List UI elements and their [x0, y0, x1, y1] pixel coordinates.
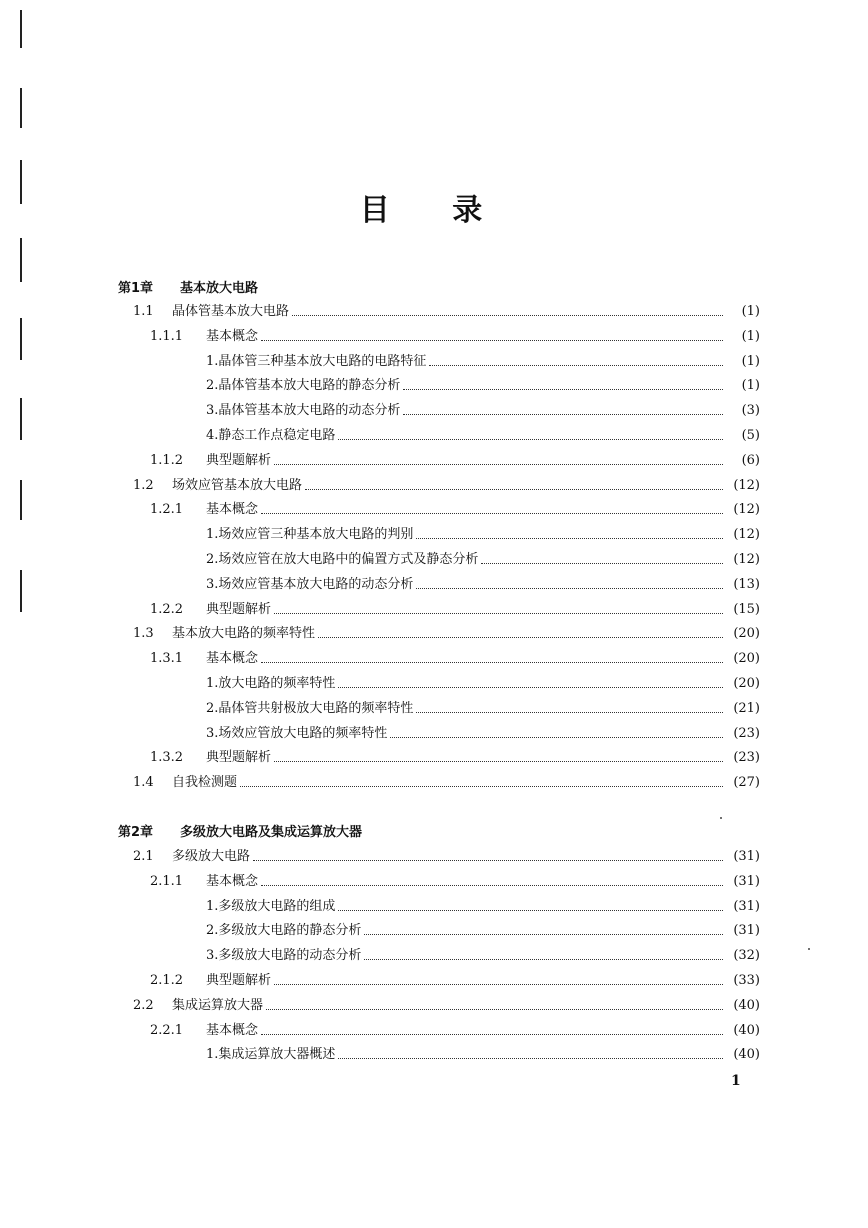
section-title: 3.多级放大电路的动态分析 [206, 948, 362, 964]
dot-leader [274, 613, 723, 614]
page-ref: (12) [733, 552, 760, 567]
dot-leader [416, 538, 723, 539]
toc-entry[interactable] [133, 847, 760, 867]
dot-leader [429, 365, 723, 366]
page-ref: (31) [733, 873, 760, 889]
section-title: 场效应管基本放大电路 [172, 477, 303, 493]
scan-edge-mark [20, 398, 22, 440]
toc-entry[interactable] [133, 773, 760, 793]
section-title: 集成运算放大器 [172, 997, 264, 1013]
section-title: 典型题解析 [206, 750, 272, 766]
section-title: 基本概念 [206, 651, 259, 667]
dot-leader [253, 860, 723, 861]
page-ref: (40) [733, 997, 760, 1013]
toc-entry[interactable] [206, 550, 760, 570]
dot-leader [292, 315, 723, 316]
dot-leader [416, 588, 723, 589]
page-ref: (6) [741, 452, 760, 468]
toc-entry[interactable] [206, 674, 760, 694]
section-title: 2.晶体管基本放大电路的静态分析 [206, 378, 401, 394]
toc-entry[interactable] [150, 649, 760, 669]
toc-entry[interactable] [206, 724, 760, 744]
dot-leader [338, 687, 723, 688]
section-title: 晶体管基本放大电路 [172, 304, 290, 319]
section-number: 1.1.1 [150, 328, 184, 344]
toc-entry[interactable] [206, 1045, 760, 1065]
section-title: 典型题解析 [206, 452, 272, 468]
page-ref: (3) [741, 403, 760, 419]
section-number: 1.2.2 [150, 601, 184, 617]
section-number: 1.4 [133, 775, 154, 791]
dot-leader [266, 1009, 723, 1010]
toc-entry[interactable] [206, 352, 760, 372]
section-title: 1.放大电路的频率特性 [206, 676, 336, 691]
page-ref: (1) [741, 353, 760, 369]
page-number: 1 [731, 1073, 741, 1089]
toc-entry[interactable] [150, 327, 760, 347]
toc-entry[interactable] [206, 699, 760, 719]
scan-edge-mark [20, 318, 22, 360]
toc-entry[interactable] [133, 476, 760, 496]
toc-entry[interactable] [206, 946, 760, 966]
toc-entry[interactable] [150, 600, 760, 620]
dot-leader [261, 1034, 723, 1035]
section-title: 基本概念 [206, 502, 259, 518]
page-ref: (27) [733, 775, 760, 791]
page-ref: (5) [741, 428, 760, 443]
toc-entry[interactable] [150, 748, 760, 768]
chapter-heading [118, 823, 760, 843]
chapter-title: 基本放大电路 [180, 281, 259, 296]
section-title: 基本概念 [206, 328, 259, 344]
page-ref: (15) [733, 601, 760, 617]
toc-entry[interactable] [206, 921, 760, 941]
page-ref: (13) [733, 576, 760, 592]
section-title: 2.多级放大电路的静态分析 [206, 923, 362, 939]
section-title: 3.场效应管基本放大电路的动态分析 [206, 576, 414, 592]
page-ref: (12) [733, 502, 760, 518]
dot-leader [261, 513, 723, 514]
section-number: 1.1 [133, 304, 154, 319]
page-ref: (12) [733, 477, 760, 493]
section-number: 1.3.2 [150, 750, 184, 766]
section-title: 2.晶体管共射极放大电路的频率特性 [206, 700, 414, 716]
section-number: 2.2 [133, 997, 154, 1013]
dot-leader [403, 389, 723, 390]
section-number: 2.1.1 [150, 873, 184, 889]
page-title: 目 录 [359, 193, 509, 228]
page-ref: (23) [733, 750, 760, 766]
section-number: 2.1.2 [150, 973, 184, 988]
dot-leader [338, 1058, 723, 1059]
section-title: 基本概念 [206, 873, 259, 889]
dot-leader [318, 637, 723, 638]
dot-leader [274, 761, 723, 762]
dot-leader [240, 786, 723, 787]
section-title: 1.集成运算放大器概述 [206, 1047, 336, 1063]
toc-entry[interactable] [150, 1021, 760, 1041]
page-ref: (33) [733, 973, 760, 988]
section-title: 3.场效应管放大电路的频率特性 [206, 725, 388, 741]
toc-entry[interactable] [133, 996, 760, 1016]
section-number: 1.3.1 [150, 651, 184, 667]
toc-entry[interactable] [206, 525, 760, 545]
dot-leader [305, 489, 723, 490]
dot-leader [338, 910, 723, 911]
page-ref: (12) [733, 527, 760, 543]
section-title: 基本放大电路的频率特性 [172, 626, 316, 642]
dot-leader [261, 885, 723, 886]
section-title: 4.静态工作点稳定电路 [206, 428, 336, 443]
section-number: 1.1.2 [150, 452, 184, 468]
dot-leader [481, 563, 723, 564]
section-number: 1.2.1 [150, 502, 184, 518]
page-ref: (31) [733, 849, 760, 864]
dot-leader [261, 662, 723, 663]
toc-entry[interactable] [206, 897, 760, 917]
page-ref: (20) [733, 651, 760, 667]
scan-edge-mark [20, 238, 22, 282]
toc-entry[interactable] [206, 376, 760, 396]
dot-leader [416, 712, 723, 713]
section-title: 基本概念 [206, 1022, 259, 1038]
dot-leader [364, 959, 723, 960]
page-ref: (20) [733, 676, 760, 691]
dot-leader [274, 984, 723, 985]
scan-edge-mark [20, 10, 22, 48]
dot-leader [390, 737, 723, 738]
chapter-heading [118, 279, 760, 299]
page-ref: (1) [741, 328, 760, 344]
page-ref: (23) [733, 725, 760, 741]
dot-leader [261, 340, 723, 341]
section-title: 1.多级放大电路的组成 [206, 898, 336, 914]
scan-edge-mark [20, 570, 22, 612]
section-number: 1.2 [133, 477, 154, 493]
scan-speck [808, 948, 810, 950]
chapter-number: 第2章 [118, 825, 154, 840]
section-title: 自我检测题 [172, 775, 238, 791]
page-ref: (40) [733, 1047, 760, 1063]
page-ref: (40) [733, 1022, 760, 1038]
scan-speck [720, 817, 722, 819]
section-title: 2.场效应管在放大电路中的偏置方式及静态分析 [206, 552, 479, 567]
section-title: 1.场效应管三种基本放大电路的判别 [206, 527, 414, 543]
section-title: 3.晶体管基本放大电路的动态分析 [206, 403, 401, 419]
toc-entry[interactable] [206, 401, 760, 421]
toc-entry[interactable] [133, 302, 760, 322]
section-number: 2.2.1 [150, 1022, 184, 1038]
toc-entry[interactable] [150, 500, 760, 520]
toc-entry[interactable] [150, 872, 760, 892]
page-ref: (1) [741, 304, 760, 319]
scan-edge-mark [20, 480, 22, 520]
section-title: 多级放大电路 [172, 849, 251, 864]
dot-leader [338, 439, 723, 440]
toc-entry[interactable] [133, 624, 760, 644]
page-ref: (32) [733, 948, 760, 964]
page-ref: (31) [733, 898, 760, 914]
toc-entry[interactable] [206, 426, 760, 446]
chapter-number: 第1章 [118, 281, 154, 296]
section-title: 1.晶体管三种基本放大电路的电路特征 [206, 353, 427, 369]
section-title: 典型题解析 [206, 601, 272, 617]
section-number: 2.1 [133, 849, 154, 864]
toc-entry[interactable] [150, 971, 760, 991]
page-ref: (20) [733, 626, 760, 642]
scan-edge-mark [20, 88, 22, 128]
toc-entry[interactable] [150, 451, 760, 471]
dot-leader [274, 464, 723, 465]
toc-entry[interactable] [206, 575, 760, 595]
page-ref: (1) [741, 378, 760, 394]
section-number: 1.3 [133, 626, 154, 642]
dot-leader [403, 414, 723, 415]
page-ref: (21) [733, 700, 760, 716]
section-title: 典型题解析 [206, 973, 272, 988]
dot-leader [364, 934, 723, 935]
page-ref: (31) [733, 923, 760, 939]
chapter-title: 多级放大电路及集成运算放大器 [180, 825, 363, 840]
